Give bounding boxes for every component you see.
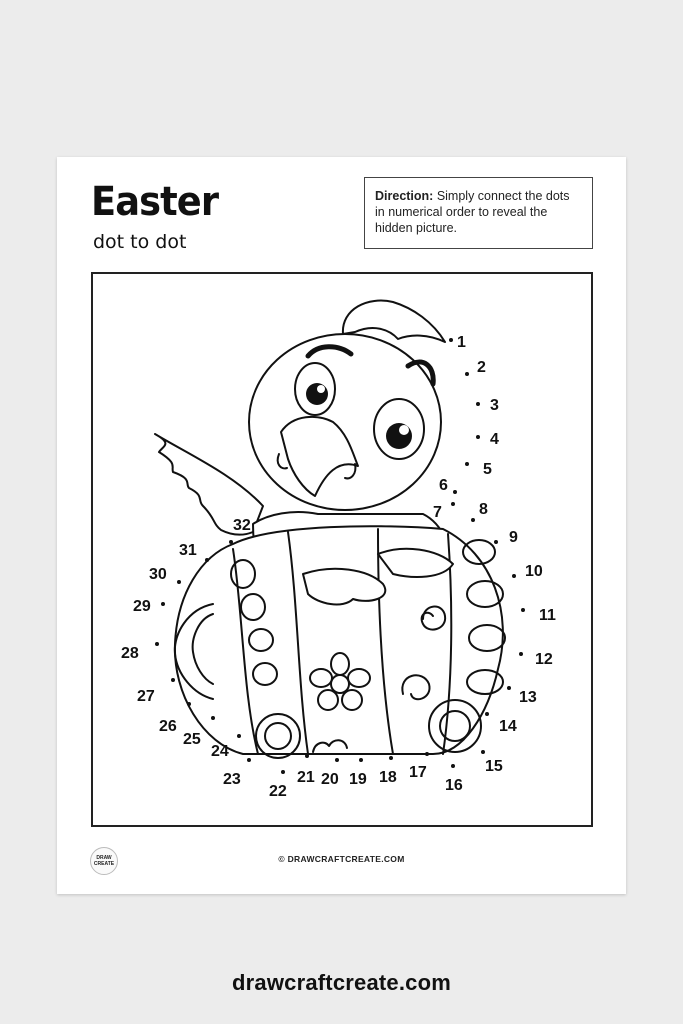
chick-egg-illustration [93, 274, 591, 825]
dot-number: 24 [211, 743, 229, 760]
dot-number: 1 [457, 334, 466, 351]
site-url: drawcraftcreate.com [231, 970, 451, 995]
dot-number: 18 [379, 769, 397, 786]
dot-number: 31 [179, 542, 197, 559]
left-pupil [306, 383, 328, 405]
dot-number: 9 [509, 529, 518, 546]
dot-number: 17 [409, 764, 427, 781]
dot-number: 25 [183, 731, 201, 748]
dot-number: 30 [149, 566, 167, 583]
dot-number: 11 [539, 607, 556, 624]
dot-number: 29 [133, 598, 151, 615]
easter-egg [175, 526, 503, 754]
dot-number: 4 [490, 431, 499, 448]
worksheet-title: Easter [91, 179, 219, 225]
dot-number: 22 [269, 783, 287, 800]
dot-number: 15 [485, 758, 503, 775]
copyright-text: © DRAWCRAFTCREATE.COM [278, 854, 405, 864]
dot-number: 5 [483, 461, 492, 478]
dot-number: 21 [297, 769, 315, 786]
worksheet-subtitle: dot to dot [93, 231, 187, 253]
dot-number: 20 [321, 771, 339, 788]
dot-number: 16 [445, 777, 463, 794]
direction-label: Direction: [375, 189, 434, 203]
dot-number: 10 [525, 563, 543, 580]
right-eye-shine [399, 425, 409, 435]
dot-number: 26 [159, 718, 177, 735]
worksheet-page [57, 157, 626, 894]
left-eye-shine [317, 385, 325, 393]
dot-number: 27 [137, 688, 155, 705]
dot-number: 32 [233, 517, 251, 534]
dot-number: 7 [433, 504, 442, 521]
dot-number: 28 [121, 645, 139, 662]
direction-text: Simply connect the dots in numerical order to reveal the hidden picture. [375, 189, 570, 235]
dot-number: 19 [349, 771, 367, 788]
dot-number: 3 [490, 397, 499, 414]
dot-number: 23 [223, 771, 241, 788]
dot-number: 8 [479, 501, 488, 518]
dot-number: 6 [439, 477, 448, 494]
right-pupil [386, 423, 412, 449]
dot-number: 13 [519, 689, 537, 706]
dot-number: 14 [499, 718, 517, 735]
puzzle-frame [91, 272, 593, 827]
dot-number: 12 [535, 651, 553, 668]
dot-number: 2 [477, 359, 486, 376]
brand-logo: DRAW CREATE [90, 847, 118, 875]
direction-box [364, 177, 593, 249]
